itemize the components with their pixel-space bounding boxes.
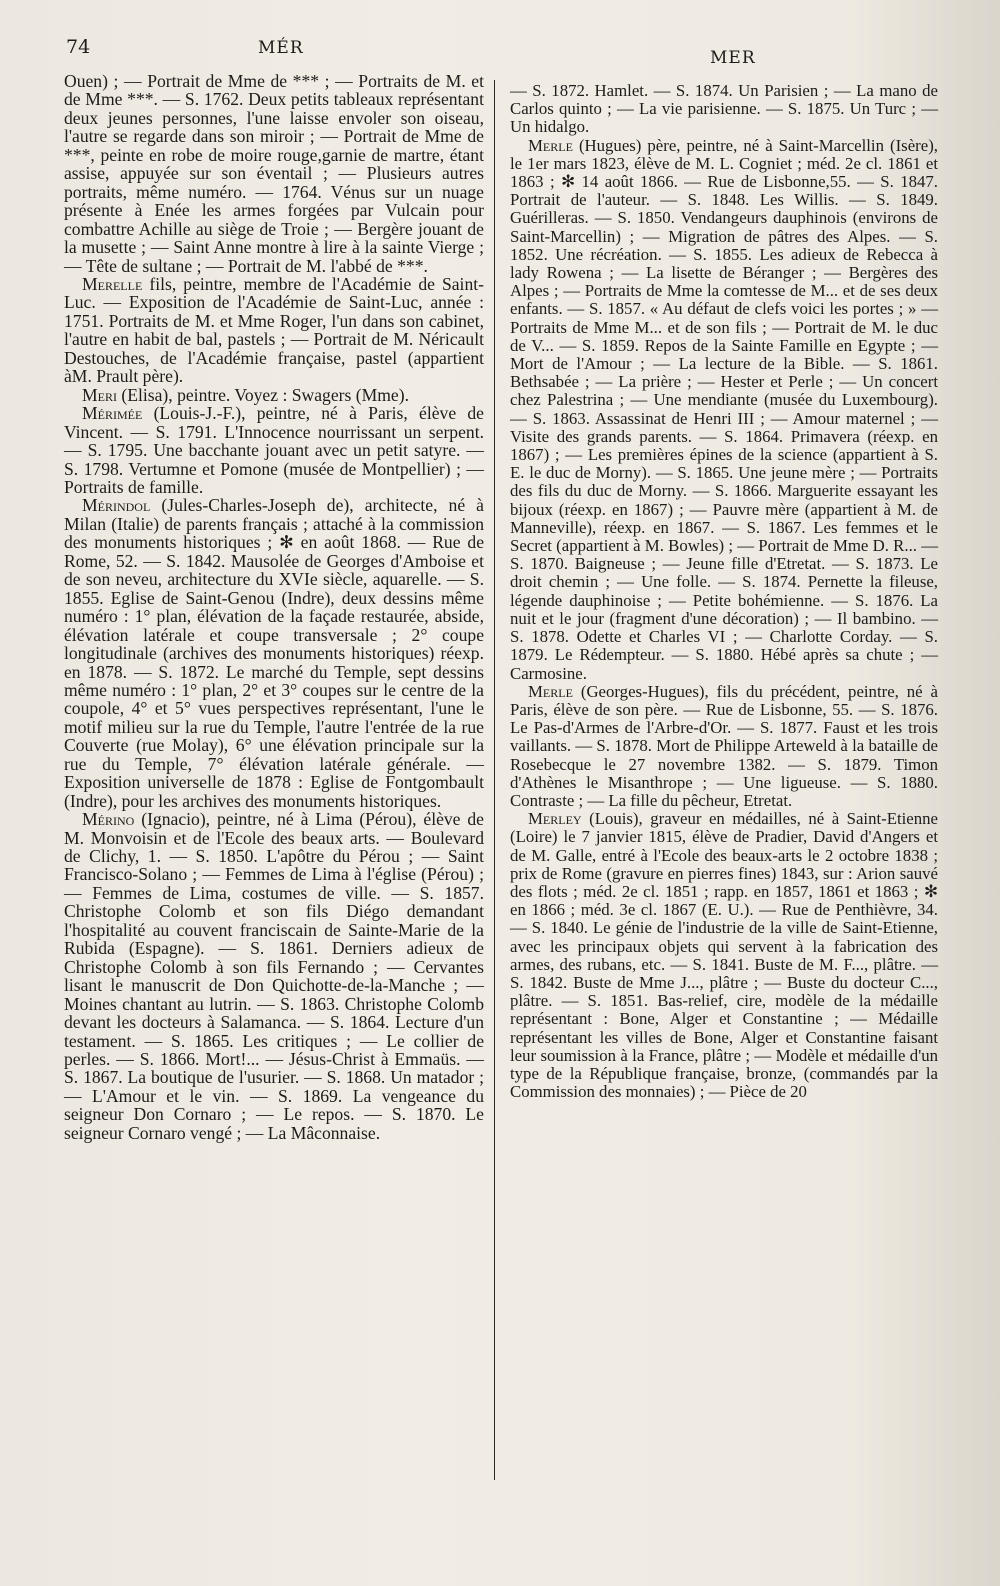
- column-divider: [494, 80, 495, 1480]
- entry-merimee: [64, 404, 484, 496]
- running-head-right: MER: [710, 48, 756, 68]
- entry-text: (Georges-Hugues), fils du précédent, peintre, né à Paris, élève de son père. — Rue de Lisbonne, 55. — S. 1876. Le Pas-d'Armes de l'Arbre-d'Or. — S. 1877. Faust et les trois vaillants. — S. 1878. Mort de Philippe Arteweld à la bataille de Rosebecque le 27 novembre 1382. — S. 1879. Timon d'Athènes le Misanthrope ; — Une ligueuse. — S. 1880. Contraste ; — La fille du pêcheur, Etretat.: [510, 681, 938, 810]
- entry-text: (Ignacio), peintre, né à Lima (Pérou), élève de M. Monvoisin et de l'Ecole des beaux arts. — Boulevard de Clichy, 1. — S. 1850. L'apôtre du Pérou ; — Saint Francisco-Solano ; — Femmes de Lima à l'église (Pérou) ; — Femmes de Lima, costumes de ville. — S. 1857. Christophe Colomb et son fils Diégo demandant l'hospitalité au couvent franciscain de Sainte-Marie de la Rubida (Espagne). — S. 1861. Derniers adieux de Christophe Colomb à son fils Fernando ; — Cervantes lisant le manuscrit de Don Quichotte-de-la-Manche ; — Moines chantant au lutrin. — S. 1863. Christophe Colomb devant les docteurs à Salamanca. — S. 1864. Lecture d'un testament. — S. 1865. Les critiques ; — Le collier de perles. — S. 1866. Mort!... — Jésus-Christ à Emmaüs. — S. 1867. La boutique de l'usurier. — S. 1868. Un matador ; — L'Amour et le vin. — S. 1869. La vengeance du seigneur Don Cornaro ; — Le repos. — S. 1870. Le seigneur Cornaro vengé ; — La Mâconnaise.: [64, 809, 484, 1143]
- entry-continued: [64, 72, 484, 275]
- entry-text: — S. 1872. Hamlet. — S. 1874. Un Parisien ; — La mano de Carlos quinto ; — La vie parisienne. — S. 1875. Un Turc ; — Un hidalgo.: [510, 81, 938, 137]
- running-head-left: MÉR: [258, 38, 304, 58]
- entry-text: fils, peintre, membre de l'Académie de Saint-Luc. — Exposition de l'Académie de Saint-Luc, année : 1751. Portraits de M. et Mme Roger, l'un dans son cabinet, l'autre en habit de bal, pastels ; — Portrait de M. Néricault Destouches, de l'Académie française, pastel (appartient àM. Prault père).: [64, 273, 484, 387]
- entry-merley: [510, 810, 938, 1101]
- entry-text: (Louis), graveur en médailles, né à Saint-Etienne (Loire) le 7 janvier 1815, élève de Pradier, David d'Angers et de M. Galle, entré à l'Ecole des beaux-arts le 2 octobre 1838 ; prix de Rome (gravure en pierres fines) 1843, sur : Arion sauvé des flots ; méd. 2e cl. 1851 ; rapp. en 1857, 1861 et 1863 ; ✻ en 1866 ; méd. 3e cl. 1867 (E. U.). — Rue de Penthièvre, 34. — S. 1840. Le génie de l'industrie de la ville de Saint-Etienne, avec les principaux objets qui servent à la fabrication des armes, des rubans, etc. — S. 1841. Buste de M. F..., plâtre. — S. 1842. Buste de Mme J..., plâtre ; — Buste du docteur C..., plâtre. — S. 1851. Bas-relief, cire, modèle de la médaille représentant : Bone, Alger et Constantine ; — Médaille représentant les villes de Bone, Alger et Constantine faisant leur soumission à la France, plâtre ; — Modèle et médaille d'un type de la République française, bronze, (commandés par la Commission des monnaies) ; — Pièce de 20: [510, 809, 938, 1102]
- entry-merle-hugues: [510, 137, 938, 683]
- page-number: 74: [66, 36, 91, 58]
- entry-merle-georges: [510, 683, 938, 810]
- entry-name: Meri: [82, 384, 117, 405]
- entry-text: (Jules-Charles-Joseph de), architecte, né à Milan (Italie) de parents français ; attaché à la commission des monuments historiques ; ✻ en août 1868. — Rue de Rome, 52. — S. 1842. Mausolée de Georges d'Amboise et de son neveu, architecture du XVIe siècle, aquarelle. — S. 1855. Eglise de Saint-Genou (Indre), deux dessins même numéro : 1° plan, élévation de la façade restaurée, abside, élévation latérale et coupe transversale ; 2° coupe longitudinale (archives des monuments historiques) réexp. en 1878. — S. 1872. Le marché du Temple, sept dessins même numéro : 1° plan, 2° et 3° coupes sur le centre de la coupole, 4° et 5° vues perspectives représentant, l'une le motif milieu sur la rue du Temple, l'autre l'entrée de la rue Couverte (rue Molay), 6° une élévation principale sur la rue du Temple, 7° élévation latérale générale. — Exposition universelle de 1878 : Eglise de Fontgombault (Indre), pour les archives des monuments historiques.: [64, 495, 484, 811]
- right-column: [510, 82, 938, 1101]
- entry-name: Merle: [528, 135, 573, 155]
- entry-text: (Hugues) père, peintre, né à Saint-Marcellin (Isère), le 1er mars 1823, élève de M. L. Cogniet ; méd. 2e cl. 1861 et 1863 ; ✻ 14 août 1866. — Rue de Lisbonne,55. — S. 1847. Portrait de l'auteur. — S. 1848. Les Willis. — S. 1849. Guérilleras. — S. 1850. Vendangeurs dauphinois (environs de Saint-Marcellin) ; — Migration de pâtres des Alpes. — S. 1852. Une récréation. — S. 1855. Les adieux de Rebecca à lady Rowena ; — La lisette de Béranger ; — Bergères des Alpes ; — Portraits de Mme la comtesse de M... et de ses deux enfants. — S. 1857. « Au défaut de clefs voici les portes ; » — Portraits de Mme M... et de son fils ; — Portrait de M. le duc de V... — S. 1859. Repos de la Sainte Famille en Egypte ; — Mort de l'Amour ; — La lecture de la Bible. — S. 1861. Bethsabée ; — La prière ; — Hester et Perle ; — Un concert chez Palestrina ; — Une mendiante (musée du Luxembourg). — S. 1863. Assassinat de Henri III ; — Amour maternel ; — Visite des grands parents. — S. 1864. Primavera (réexp. en 1867) ; — Les premières épines de la science (appartient à S. E. le duc de Morny). — S. 1865. Une jeune mère ; — Portraits des fils du duc de Morny. — S. 1866. Marguerite essayant les bijoux (réexp. en 1867) ; — Pauvre mère (appartient à M. de Manneville), réexp. en 1867. — S. 1867. Les femmes et le Secret (appartient à M. Bowles) ; — Portrait de Mme D. R... — S. 1870. Baigneuse ; — Jeune fille d'Etretat. — S. 1873. Le droit chemin ; — Une folle. — S. 1874. Pernette la fileuse, légende dauphinoise ; — Petite bohémienne. — S. 1876. La nuit et le jour (fragment d'une décoration) ; — Il bambino. — S. 1878. Odette et Charles VI ; — Charlotte Corday. — S. 1879. Le Rédempteur. — S. 1880. Hébé après sa chute ; — Carmosine.: [510, 135, 938, 683]
- entry-name: Mérimée: [82, 403, 143, 424]
- entry-name: Merley: [528, 809, 582, 829]
- left-column: [64, 72, 484, 1142]
- entry-merelle: [64, 275, 484, 386]
- entry-text: (Louis-J.-F.), peintre, né à Paris, élève de Vincent. — S. 1791. L'Innocence nourrissant un serpent. — S. 1795. Une bacchante jouant avec un petit satyre. — S. 1798. Vertumne et Pomone (musée de Montpellier) ; — Portraits de famille.: [64, 403, 484, 497]
- entry-merino: [64, 810, 484, 1142]
- entry-text: (Elisa), peintre. Voyez : Swagers (Mme).: [116, 384, 409, 405]
- entry-continued: [510, 82, 938, 137]
- entry-merindol: [64, 496, 484, 810]
- entry-name: Merle: [528, 681, 573, 701]
- entry-name: Mérino: [82, 809, 135, 830]
- entry-name: Merelle: [82, 273, 143, 294]
- entry-meri: [64, 386, 484, 404]
- entry-text: Ouen) ; — Portrait de Mme de *** ; — Portraits de M. et de Mme ***. — S. 1762. Deux petits tableaux représentant deux jeunes personnes, l'une laisse envoler son oiseau, l'autre se regarde dans son miroir ; — Portrait de Mme de ***, peinte en robe de moire rouge,garnie de martre, étant assise, appuyée sur son éventail ; — Plusieurs autres portraits, même numéro. — 1764. Vénus sur un nuage présente à Enée les armes forgées par Vulcain pour combattre Achille au siège de Troie ; — Bergère jouant de la musette ; — Saint Anne montre à lire à la sainte Vierge ; — Tête de sultane ; — Portrait de M. l'abbé de ***.: [64, 71, 484, 276]
- entry-name: Mérindol: [82, 495, 151, 516]
